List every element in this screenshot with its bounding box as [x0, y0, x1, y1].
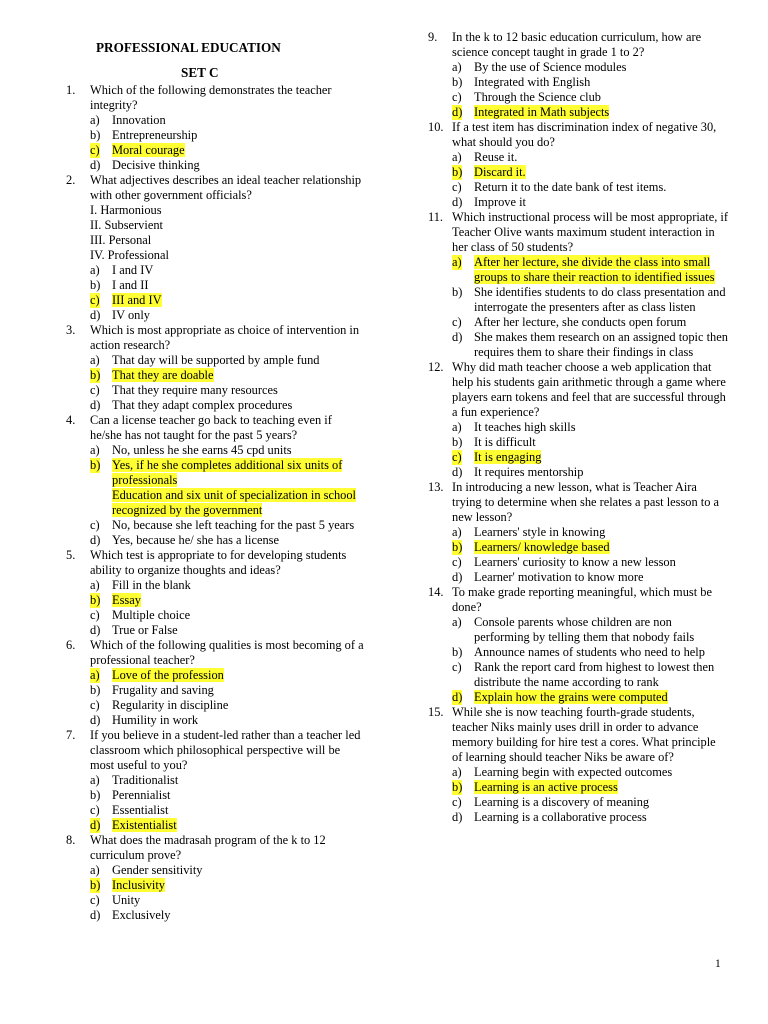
question-item	[428, 360, 728, 480]
question-stem	[66, 83, 366, 113]
option-text: Discard it.	[474, 165, 526, 179]
answer-option	[66, 383, 366, 398]
option-letter: a)	[90, 353, 100, 367]
option-letter: b)	[90, 878, 101, 892]
option-letter: c)	[90, 383, 100, 397]
question-stem	[428, 480, 728, 525]
option-letter: d)	[452, 195, 463, 209]
answer-option	[428, 525, 728, 540]
option-letter: a)	[90, 113, 100, 127]
option-text: Unity	[112, 893, 141, 907]
option-text: Regularity in discipline	[112, 698, 229, 712]
question-number: 12.	[428, 360, 444, 374]
option-letter: b)	[452, 780, 463, 794]
option-letter: b)	[452, 285, 463, 299]
option-letter: c)	[452, 660, 462, 674]
option-letter: c)	[452, 795, 462, 809]
option-text: She identifies students to do class presentation and interrogate the presenters after as class listen	[474, 285, 726, 314]
option-letter: b)	[90, 683, 101, 697]
option-letter: d)	[90, 398, 101, 412]
answer-option	[428, 285, 728, 315]
option-letter: c)	[452, 555, 462, 569]
option-letter: a)	[90, 443, 100, 457]
option-text: Announce names of students who need to help	[474, 645, 705, 659]
question-number: 8.	[66, 833, 76, 847]
left-column	[66, 30, 366, 923]
question-number: 2.	[66, 173, 76, 187]
answer-option	[66, 278, 366, 293]
roman-numeral-item: III. Personal	[90, 233, 152, 247]
answer-option	[66, 263, 366, 278]
question-item	[428, 210, 728, 360]
answer-option	[66, 893, 366, 908]
question-number: 7.	[66, 728, 76, 742]
option-letter: a)	[452, 255, 462, 269]
question-item	[428, 480, 728, 585]
answer-option	[66, 353, 366, 368]
answer-option	[66, 698, 366, 713]
option-letter: d)	[452, 570, 463, 584]
question-text: Can a license teacher go back to teaching even if he/she has not taught for the past 5 years?	[90, 413, 332, 442]
question-number: 15.	[428, 705, 444, 719]
option-text: Traditionalist	[112, 773, 179, 787]
question-text: While she is now teaching fourth-grade students, teacher Niks mainly uses drill in order to advance memory building for hire test a cores. What principle of learning should teacher Niks be aware of?	[452, 705, 716, 764]
answer-option	[66, 623, 366, 638]
answer-option	[428, 195, 728, 210]
question-text: In introducing a new lesson, what is Teacher Aira trying to determine when she relates a past lesson to a new lesson?	[452, 480, 720, 524]
answer-option-highlighted	[66, 143, 366, 158]
option-letter: a)	[90, 578, 100, 592]
answer-option-highlighted	[66, 593, 366, 608]
option-text: III and IV	[112, 293, 162, 307]
option-text: Yes, if he she completes additional six units of professionals	[112, 458, 343, 487]
option-text: Multiple choice	[112, 608, 191, 622]
answer-option-highlighted	[66, 818, 366, 833]
document-title: PROFESSIONAL EDUCATION	[96, 40, 281, 55]
answer-option	[428, 315, 728, 330]
option-letter: d)	[452, 465, 463, 479]
option-text: Love of the profession	[112, 668, 224, 682]
question-number: 5.	[66, 548, 76, 562]
answer-option	[66, 773, 366, 788]
answer-option	[66, 788, 366, 803]
option-text: No, unless he she earns 45 cpd units	[112, 443, 292, 457]
option-text-continuation: Education and six unit of specialization in school recognized by the government	[112, 488, 356, 517]
answer-option	[428, 60, 728, 75]
answer-option	[428, 555, 728, 570]
option-letter: a)	[452, 150, 462, 164]
answer-option-highlighted	[428, 690, 728, 705]
option-text: I and II	[112, 278, 149, 292]
option-text: Frugality and saving	[112, 683, 214, 697]
option-text: Learning is a discovery of meaning	[474, 795, 650, 809]
option-letter: b)	[90, 278, 101, 292]
option-text: It is engaging	[474, 450, 542, 464]
answer-option	[66, 683, 366, 698]
answer-option	[428, 660, 728, 690]
option-text: Innovation	[112, 113, 166, 127]
option-letter: d)	[90, 533, 101, 547]
option-letter: b)	[452, 165, 463, 179]
option-letter: b)	[90, 128, 101, 142]
option-text: It teaches high skills	[474, 420, 576, 434]
option-text: Improve it	[474, 195, 526, 209]
option-letter: d)	[452, 330, 463, 344]
question-item	[428, 30, 728, 120]
option-text: Learners' style in knowing	[474, 525, 606, 539]
option-letter: a)	[90, 863, 100, 877]
question-item	[66, 548, 366, 638]
option-text: Exclusively	[112, 908, 171, 922]
option-text: It is difficult	[474, 435, 536, 449]
option-text: Moral courage	[112, 143, 185, 157]
option-letter: a)	[452, 615, 462, 629]
question-stem	[428, 705, 728, 765]
answer-option	[66, 533, 366, 548]
answer-option	[66, 608, 366, 623]
option-text: IV only	[112, 308, 150, 322]
question-text: In the k to 12 basic education curriculum, how are science concept taught in grade 1 to 2?	[452, 30, 702, 59]
option-letter: d)	[452, 105, 463, 119]
option-letter: c)	[452, 90, 462, 104]
answer-option	[66, 518, 366, 533]
option-text: That day will be supported by ample fund	[112, 353, 320, 367]
option-letter: d)	[452, 690, 463, 704]
answer-option-highlighted	[66, 458, 366, 518]
question-stem	[66, 548, 366, 578]
option-letter: d)	[90, 158, 101, 172]
option-text: After her lecture, she conducts open forum	[474, 315, 687, 329]
option-text: Console parents whose children are non performing by telling them that nobody fails	[474, 615, 695, 644]
question-number: 9.	[428, 30, 438, 44]
option-text: By the use of Science modules	[474, 60, 627, 74]
question-text: Which of the following qualities is most becoming of a professional teacher?	[90, 638, 364, 667]
answer-option	[428, 795, 728, 810]
option-letter: c)	[90, 143, 100, 157]
question-stem	[428, 585, 728, 615]
answer-option	[428, 420, 728, 435]
option-text: Entrepreneurship	[112, 128, 198, 142]
option-letter: c)	[452, 180, 462, 194]
question-stem	[66, 728, 366, 773]
option-text: True or False	[112, 623, 178, 637]
option-text: Return it to the date bank of test items.	[474, 180, 667, 194]
roman-numeral-item: IV. Professional	[90, 248, 169, 262]
option-letter: b)	[452, 435, 463, 449]
answer-option	[66, 158, 366, 173]
option-text: Perennialist	[112, 788, 171, 802]
answer-option	[428, 330, 728, 360]
question-text: Which test is appropriate to for developing students ability to organize thoughts and ideas?	[90, 548, 347, 577]
answer-option	[66, 113, 366, 128]
option-letter: b)	[90, 788, 101, 802]
option-text: Essentialist	[112, 803, 169, 817]
option-text: Learners' curiosity to know a new lesson	[474, 555, 676, 569]
answer-option	[428, 180, 728, 195]
answer-option	[66, 578, 366, 593]
question-number: 13.	[428, 480, 444, 494]
question-stem	[66, 173, 366, 203]
answer-option	[428, 615, 728, 645]
option-letter: c)	[90, 608, 100, 622]
answer-option	[428, 465, 728, 480]
roman-numeral-item: I. Harmonious	[90, 203, 162, 217]
option-text: Humility in work	[112, 713, 199, 727]
answer-option	[428, 810, 728, 825]
option-letter: d)	[452, 810, 463, 824]
option-letter: a)	[90, 668, 100, 682]
option-text: She makes them research on an assigned topic then requires them to share their findings in class	[474, 330, 728, 359]
question-item	[66, 413, 366, 548]
question-number: 1.	[66, 83, 76, 97]
answer-option-highlighted	[428, 540, 728, 555]
option-text: Learner' motivation to know more	[474, 570, 644, 584]
option-text: Rank the report card from highest to lowest then distribute the name according to rank	[474, 660, 715, 689]
question-number: 3.	[66, 323, 76, 337]
option-letter: a)	[452, 765, 462, 779]
question-number: 4.	[66, 413, 76, 427]
answer-option	[428, 435, 728, 450]
question-item	[66, 833, 366, 923]
question-text: Which instructional process will be most appropriate, if Teacher Olive wants maximum student interaction in her class of 50 students?	[452, 210, 728, 254]
right-column	[428, 30, 728, 825]
question-text: Which of the following demonstrates the teacher integrity?	[90, 83, 332, 112]
answer-option-highlighted	[428, 105, 728, 120]
answer-option-highlighted	[66, 668, 366, 683]
option-text: Inclusivity	[112, 878, 165, 892]
question-text: If a test item has discrimination index of negative 30, what should you do?	[452, 120, 717, 149]
answer-option-highlighted	[66, 293, 366, 308]
option-letter: c)	[452, 450, 462, 464]
question-stem	[66, 413, 366, 443]
option-letter: c)	[452, 315, 462, 329]
option-letter: c)	[90, 293, 100, 307]
option-letter: b)	[452, 540, 463, 554]
option-letter: d)	[90, 713, 101, 727]
answer-option	[428, 90, 728, 105]
answer-option	[66, 713, 366, 728]
option-letter: b)	[452, 75, 463, 89]
option-text: Fill in the blank	[112, 578, 191, 592]
option-text: Integrated in Math subjects	[474, 105, 610, 119]
question-item	[428, 585, 728, 705]
answer-option	[428, 645, 728, 660]
answer-option-highlighted	[428, 450, 728, 465]
option-letter: c)	[90, 698, 100, 712]
document-subtitle: SET C	[181, 65, 219, 80]
option-text: After her lecture, she divide the class into small groups to share their reaction to identified issues	[474, 255, 715, 284]
question-number: 10.	[428, 120, 444, 134]
question-stem	[428, 360, 728, 420]
option-text: Learning begin with expected outcomes	[474, 765, 673, 779]
answer-option	[66, 128, 366, 143]
option-letter: c)	[90, 803, 100, 817]
question-item	[428, 705, 728, 825]
question-text: What does the madrasah program of the k to 12 curriculum prove?	[90, 833, 326, 862]
question-number: 11.	[428, 210, 444, 224]
question-stem	[66, 638, 366, 668]
option-text: Explain how the grains were computed	[474, 690, 668, 704]
answer-option-highlighted	[66, 368, 366, 383]
question-item	[428, 120, 728, 210]
question-text: If you believe in a student-led rather than a teacher led classroom which philosophical perspective will be most useful to you?	[90, 728, 361, 772]
answer-option-highlighted	[428, 165, 728, 180]
option-letter: c)	[90, 893, 100, 907]
question-stem	[428, 210, 728, 255]
option-letter: a)	[452, 525, 462, 539]
answer-option	[66, 398, 366, 413]
option-letter: b)	[90, 593, 101, 607]
question-number: 14.	[428, 585, 444, 599]
option-letter: a)	[452, 420, 462, 434]
question-text: Which is most appropriate as choice of intervention in action research?	[90, 323, 360, 352]
option-text: That they adapt complex procedures	[112, 398, 293, 412]
answer-option	[66, 443, 366, 458]
answer-option	[428, 570, 728, 585]
option-letter: d)	[90, 818, 101, 832]
option-text: Learning is an active process	[474, 780, 618, 794]
option-letter: d)	[90, 908, 101, 922]
option-letter: c)	[90, 518, 100, 532]
option-letter: a)	[90, 263, 100, 277]
question-item	[66, 173, 366, 323]
question-text: To make grade reporting meaningful, which must be done?	[452, 585, 712, 614]
option-text: Through the Science club	[474, 90, 601, 104]
question-item	[66, 323, 366, 413]
option-text: Essay	[112, 593, 141, 607]
option-letter: b)	[452, 645, 463, 659]
answer-option	[66, 803, 366, 818]
option-text: Existentialist	[112, 818, 177, 832]
question-item	[66, 728, 366, 833]
answer-option-highlighted	[428, 255, 728, 285]
question-text: Why did math teacher choose a web application that help his students gain arithmetic through a game where players earn tokens and feel that are successful through a fun experience?	[452, 360, 726, 419]
roman-numeral-item: II. Subservient	[90, 218, 163, 232]
option-text: Learners/ knowledge based	[474, 540, 610, 554]
page-number: 1	[715, 958, 721, 970]
answer-option-highlighted	[428, 780, 728, 795]
option-letter: b)	[90, 458, 101, 472]
option-text: Reuse it.	[474, 150, 518, 164]
answer-option	[66, 863, 366, 878]
question-stem	[428, 120, 728, 150]
option-letter: a)	[452, 60, 462, 74]
option-text: Yes, because he/ she has a license	[112, 533, 279, 547]
option-letter: b)	[90, 368, 101, 382]
option-text: That they are doable	[112, 368, 214, 382]
answer-option	[66, 908, 366, 923]
option-text: That they require many resources	[112, 383, 278, 397]
option-text: Integrated with English	[474, 75, 591, 89]
option-letter: a)	[90, 773, 100, 787]
option-text: No, because she left teaching for the past 5 years	[112, 518, 355, 532]
answer-option	[428, 150, 728, 165]
answer-option	[428, 75, 728, 90]
option-text: Gender sensitivity	[112, 863, 203, 877]
question-item	[66, 638, 366, 728]
question-item	[66, 83, 366, 173]
option-text: Decisive thinking	[112, 158, 200, 172]
question-number: 6.	[66, 638, 76, 652]
option-text: It requires mentorship	[474, 465, 584, 479]
option-letter: d)	[90, 308, 101, 322]
option-letter: d)	[90, 623, 101, 637]
answer-option	[66, 308, 366, 323]
option-text: Learning is a collaborative process	[474, 810, 647, 824]
answer-option	[428, 765, 728, 780]
question-stem	[66, 833, 366, 863]
question-stem	[66, 323, 366, 353]
answer-option-highlighted	[66, 878, 366, 893]
question-stem	[428, 30, 728, 60]
question-text: What adjectives describes an ideal teacher relationship with other government officials?	[90, 173, 362, 202]
option-text: I and IV	[112, 263, 154, 277]
